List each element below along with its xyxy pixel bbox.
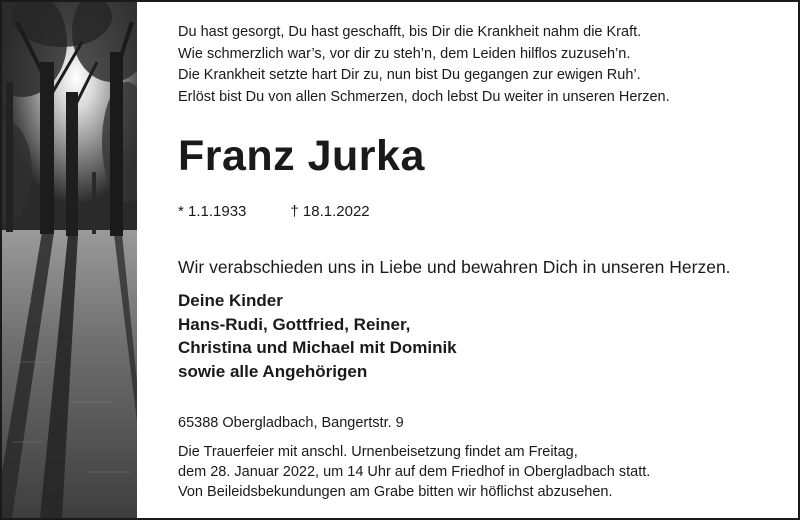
tree-photo bbox=[2, 2, 137, 518]
poem bbox=[178, 22, 670, 108]
death-date: † 18.1.2022 bbox=[290, 203, 370, 220]
deceased-name: Franz Jurka bbox=[178, 132, 425, 180]
poem-line: Wie schmerzlich war’s, vor dir zu steh’n, dem Leiden hilflos zuzuseh’n. bbox=[178, 45, 631, 62]
funeral-notice bbox=[178, 442, 650, 502]
family-line: Hans-Rudi, Gottfried, Reiner, bbox=[178, 314, 411, 334]
life-dates bbox=[178, 203, 370, 220]
poem-line: Erlöst bist Du von allen Schmerzen, doch lebst Du weiter in unseren Herzen. bbox=[178, 88, 670, 105]
obituary-text bbox=[178, 2, 788, 518]
farewell-text: Wir verabschieden uns in Liebe und bewahren Dich in unseren Herzen. bbox=[178, 257, 731, 277]
family-line: sowie alle Angehörigen bbox=[178, 361, 368, 381]
family-line: Deine Kinder bbox=[178, 291, 283, 310]
notice-line: Von Beileidsbekundungen am Grabe bitten wir höflichst abzusehen. bbox=[178, 484, 613, 500]
birth-date: * 1.1.1933 bbox=[178, 203, 247, 220]
family-list bbox=[178, 289, 457, 383]
poem-line: Du hast gesorgt, Du hast geschafft, bis Dir die Krankheit nahm die Kraft. bbox=[178, 24, 642, 40]
family-line: Christina und Michael mit Dominik bbox=[178, 338, 457, 357]
notice-line: dem 28. Januar 2022, um 14 Uhr auf dem Friedhof in Obergladbach statt. bbox=[178, 464, 651, 480]
address: 65388 Obergladbach, Bangertstr. 9 bbox=[178, 415, 404, 431]
poem-line: Die Krankheit setzte hart Dir zu, nun bist Du gegangen zur ewigen Ruh’. bbox=[178, 67, 641, 83]
notice-line: Die Trauerfeier mit anschl. Urnenbeisetzung findet am Freitag, bbox=[178, 444, 578, 460]
